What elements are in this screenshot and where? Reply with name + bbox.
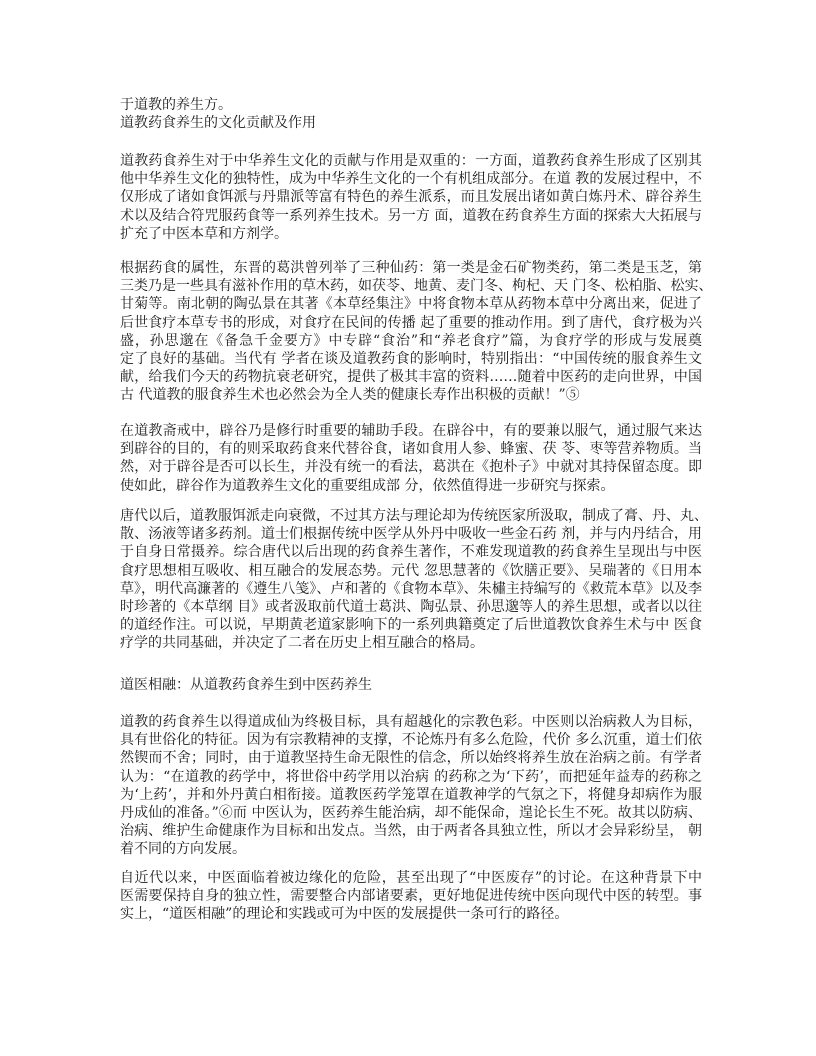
text-line: 后世食疗本草专书的形成，对食疗在民间的传播 起了重要的推动作用。到了唐代，食疗极为兴 [120, 314, 702, 331]
paragraph [120, 152, 702, 243]
text-line: 根据药食的属性，东晋的葛洪曾列举了三种仙药：第一类是金石矿物类药，第二类是玉芝，第 [120, 260, 702, 276]
text-line: 他中华养生文化的独特性，成为中华养生文化的一个有机组成部分。在道 教的发展过程中，不 [120, 171, 702, 188]
text-line: 具有世俗化的特征。因为有宗教精神的支撑，不论炼丹有多么危险，代价 多么沉重，道士们依 [120, 732, 702, 749]
text-line: 在道教斋戒中，辟谷乃是修行时重要的辅助手段。在辟谷中，有的要兼以服气，通过服气来达 [120, 423, 702, 439]
text-line: 认为：“在道教的药学中，将世俗中药学用以治病 的药称之为‘下药’，而把延年益寿的药称之 [120, 768, 702, 785]
text-line: 疗学的共同基础，并决定了二者在历史上相互融合的格局。 [120, 635, 484, 652]
paragraph [120, 507, 708, 653]
text-line: 然，对于辟谷是否可以长生，并没有统一的看法，葛洪在《抱朴子》中就对其持保留态度。即 [120, 459, 702, 476]
text-line: 草》，明代高濂著的《遵生八笺》、卢和著的《食物本草》、朱橚主持编写的《救荒本草》以及李 [120, 580, 702, 597]
paragraph [120, 869, 702, 924]
text-line: 定了良好的基础。当代有 学者在谈及道教药食的影响时，特别指出：“中国传统的服食养生文 [120, 350, 702, 367]
intro [120, 96, 702, 132]
text-line: 到辟谷的目的，有的则采取药食来代替谷食，诸如食用人参、蜂蜜、茯 苓、枣等营养物质。当 [120, 441, 702, 458]
paragraph [120, 713, 702, 859]
text-line: 盛，孙思邈在《备急千金要方》中专辟“食治”和“养老食疗”篇，为食疗学的形成与发展奠 [120, 332, 702, 349]
text-line: 治病、维护生命健康作为目标和出发点。当然，由于两者各具独立性，所以才会异彩纷呈， 朝 [120, 823, 702, 840]
section-heading-text: 道医相融：从道教药食养生到中医药养生 [120, 677, 372, 693]
text-line: 丹成仙的准备。”⑥而 中医认为，医药养生能治病，却不能保命，遑论长生不死。故其以防病、 [120, 804, 702, 821]
text-line: 着不同的方向发展。 [120, 841, 246, 858]
text-line: 献，给我们今天的药物抗衰老研究，提供了极其丰富的资料……随着中医药的走向世界，中国 [120, 369, 702, 386]
text-line: 于自身日常摄养。综合唐代以后出现的药食养生著作，不难发现道教的药食养生呈现出与中医 [120, 544, 702, 561]
text-line: 甘菊等。南北朝的陶弘景在其著《本草经集注》中将食物本草从药物本草中分离出来，促进了 [120, 296, 702, 313]
text-line: 医需要保持自身的独立性，需要整合内部诸要素，更好地促进传统中医向现代中医的转型。事 [120, 888, 702, 905]
text-line: 为‘上药’，并和外丹黄白相衔接。道教医药学笼罩在道教神学的气氛之下，将健身却病作为服 [120, 786, 702, 803]
text-line: 唐代以后，道教服饵派走向衰微，不过其方法与理论却为传统医家所汲取，制成了膏、丹、丸、 [120, 508, 708, 524]
text-line: 道教的药食养生以得道成仙为终极目标，具有超越化的宗教色彩。中医则以治病救人为目标， [120, 714, 702, 730]
text-line: 散、汤液等诸多药剂。道士们根据传统中医学从外丹中吸收一些金石药 剂，并与内丹结合，用 [120, 526, 702, 543]
text-line: 三类乃是一些具有滋补作用的草木药，如茯苓、地黄、麦门冬、枸杞、天 门冬、松柏脂、松实、 [120, 278, 713, 295]
text-line: 扩充了中医本草和方剂学。 [120, 225, 288, 242]
text-line: 时珍著的《本草纲 目》或者汲取前代道士葛洪、陶弘景、孙思邈等人的养生思想，或者以以往 [120, 598, 702, 615]
paragraph [120, 259, 713, 405]
text-line: 道教药食养生对于中华养生文化的贡献与作用是双重的：一方面，道教药食养生形成了区别其 [120, 153, 702, 169]
section-title: 道教药食养生的文化贡献及作用 [120, 115, 316, 132]
paragraph [120, 422, 702, 495]
text-line: 仅形成了诸如食饵派与丹鼎派等富有特色的养生派系，而且发展出诸如黄白炼丹术、辟谷养生 [120, 189, 702, 206]
section-heading [120, 676, 702, 694]
text-line: 然锲而不舍；同时，由于道教坚持生命无限性的信念，所以始终将养生放在治病之前。有学者 [120, 750, 702, 767]
text-line: 古 代道教的服食养生术也必然会为全人类的健康长寿作出积极的贡献！”⑤ [120, 387, 580, 404]
text-line: 的道经作注。可以说，早期黄老道家影响下的一系列典籍奠定了后世道教饮食养生术与中 医食 [120, 617, 702, 634]
text-line: 实上，“道医相融”的理论和实践或可为中医的发展提供一条可行的路径。 [120, 906, 569, 923]
text-line: 食疗思想相互吸收、相互融合的发展态势。元代 忽思慧著的《饮膳正要》、吴瑞著的《日用本 [120, 562, 702, 579]
text-line: 术以及结合符咒服药食等一系列养生技术。另一方 面，道教在药食养生方面的探索大大拓展与 [120, 207, 702, 224]
text-line: 自近代以来，中医面临着被边缘化的危险，甚至出现了“中医废存”的讨论。在这种背景下中 [120, 870, 702, 886]
text-line: 于道教的养生方。 [120, 97, 232, 113]
text-line: 使如此，辟谷作为道教养生文化的重要组成部 分，依然值得进一步研究与探索。 [120, 477, 615, 494]
